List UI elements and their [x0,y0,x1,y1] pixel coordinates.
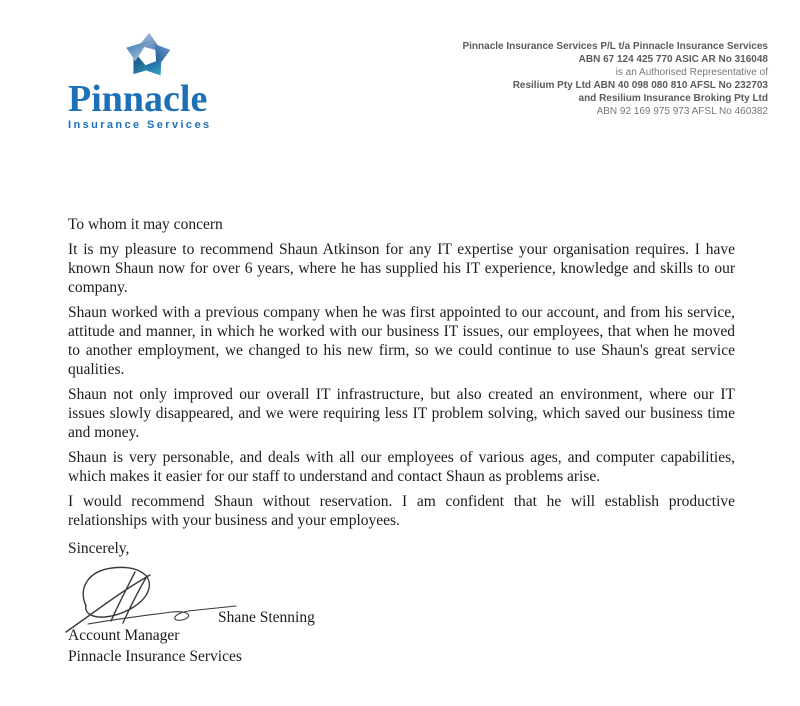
company-info-line: Resilium Pty Ltd ABN 40 098 080 810 AFSL No 232703 [512,80,768,91]
company-info-line: and Resilium Insurance Broking Pty Ltd [578,93,768,104]
signer-title: Account Manager [68,627,180,644]
letter-paragraph: Shaun is very personable, and deals with all our employees of various ages, and computer capabilities, which makes it easier for our staff to understand and contact Shaun as problems arise. [68,449,735,485]
letter-paragraph: It is my pleasure to recommend Shaun Atkinson for any IT expertise your organisation requires. I have known Shaun now for over 6 years, where he has supplied his IT experience, knowledge and skills to our company. [68,241,735,296]
company-info-block [348,40,768,118]
letterhead [0,0,800,130]
letter-paragraph: I would recommend Shaun without reservation. I am confident that he will establish productive relationships with your business and your employees. [68,493,735,529]
letter-paragraph: Shaun worked with a previous company when he was first appointed to our account, and from his service, attitude and manner, in which he worked with our business IT issues, our employees, that when he moved to another employment, we changed to his new firm, so we could continue to use Shaun's great service qualities. [68,304,735,378]
signature-block [68,562,735,667]
signer-name: Shane Stenning [218,609,315,626]
letter-body [68,215,735,667]
company-info-line: Pinnacle Insurance Services P/L t/a Pinnacle Insurance Services [462,41,768,52]
logo-tagline: Insurance Services [68,119,212,131]
salutation: To whom it may concern [68,216,223,233]
signer-company: Pinnacle Insurance Services [68,648,242,665]
logo-wordmark: Pinnacle [68,78,208,120]
company-info-line: is an Authorised Representative of [615,67,768,78]
letter-paragraph: Shaun not only improved our overall IT infrastructure, but also created an environment, where our IT issues slowly disappeared, and we were requiring less IT problem solving, which saved our business time and money. [68,386,735,441]
closing: Sincerely, [68,540,130,557]
pinnacle-logo [68,30,228,131]
letter-paragraphs [68,240,735,530]
pinwheel-icon [118,30,176,80]
company-info-line: ABN 67 124 425 770 ASIC AR No 316048 [578,54,768,65]
company-info-line: ABN 92 169 975 973 AFSL No 460382 [596,106,768,117]
